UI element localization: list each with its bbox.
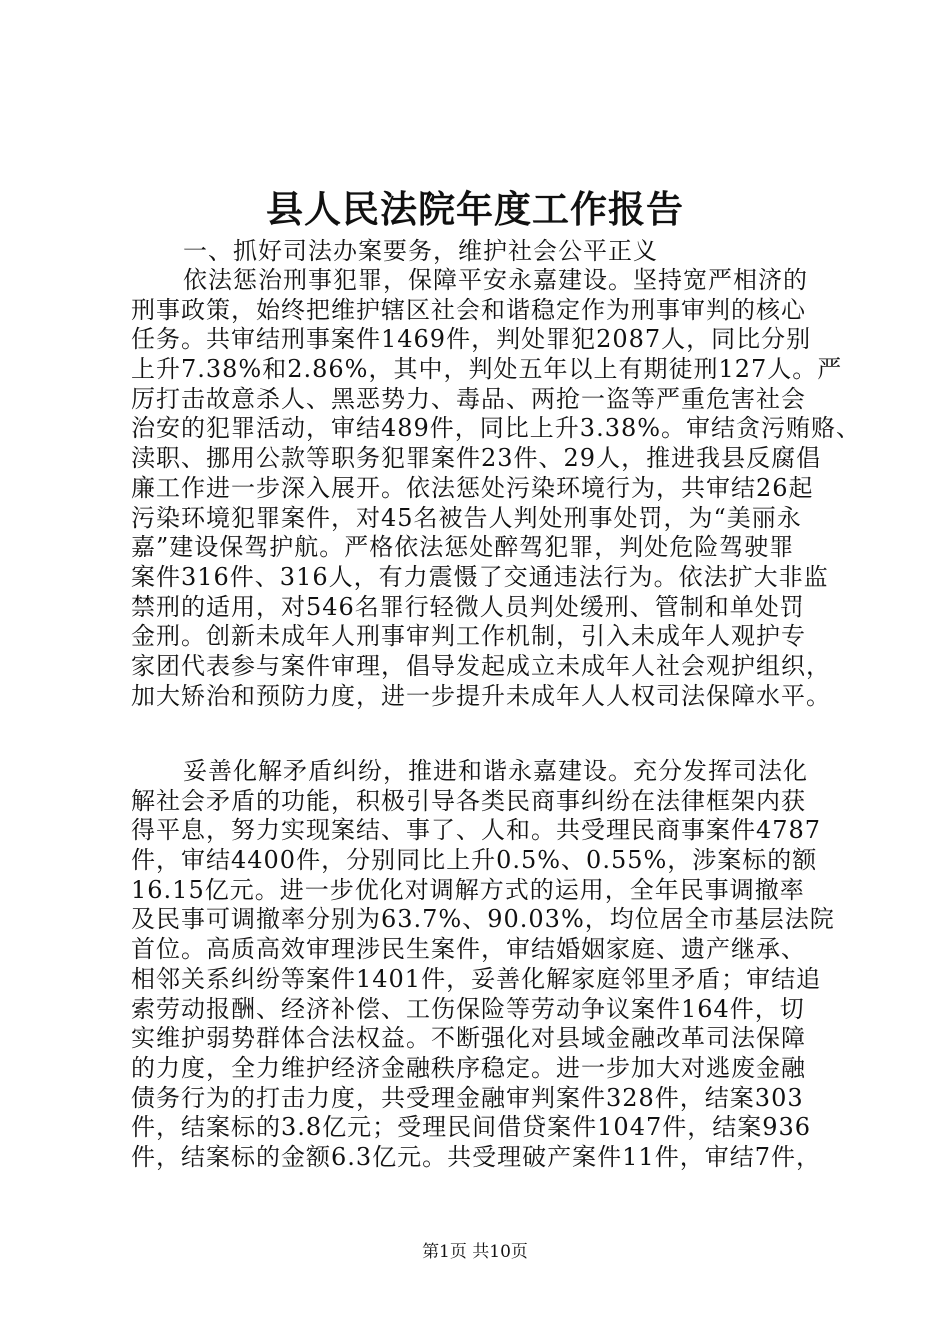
paragraph-line: 得平息，努力实现案结、事了、人和。共受理民商事案件4787 bbox=[131, 816, 822, 845]
paragraph-line: 污染环境犯罪案件，对45名被告人判处刑事处罚，为“美丽永 bbox=[131, 503, 802, 532]
paragraph-line: 件，审结4400件，分别同比上升0.5%、0.55%，涉案标的额 bbox=[131, 846, 818, 875]
paragraph-line: 刑事政策，始终把维护辖区社会和谐稳定作为刑事审判的核心 bbox=[131, 295, 806, 324]
paragraph-civil-commercial bbox=[131, 757, 835, 1173]
paragraph-line: 家团代表参与案件审理，倡导发起成立未成年人社会观护组织， bbox=[131, 651, 831, 680]
paragraph-line: 上升7.38%和2.86%，其中，判处五年以上有期徒刑127人。严 bbox=[131, 355, 843, 384]
section-heading: 一、抓好司法办案要务，维护社会公平正义 bbox=[183, 237, 658, 265]
paragraph-criminal-trials bbox=[131, 266, 862, 711]
paragraph-line: 债务行为的打击力度，共受理金融审判案件328件，结案303 bbox=[131, 1083, 804, 1112]
paragraph-line: 渎职、挪用公款等职务犯罪案件23件、29人，推进我县反腐倡 bbox=[131, 444, 822, 473]
paragraph-line: 及民事可调撤率分别为63.7%、90.03%，均位居全市基层法院 bbox=[131, 905, 835, 934]
page-footer: 第1页 共10页 bbox=[422, 1242, 528, 1262]
paragraph-line: 解社会矛盾的功能，积极引导各类民商事纠纷在法律框架内获 bbox=[131, 786, 806, 815]
paragraph-line: 首位。高质高效审理涉民生案件，审结婚姻家庭、遗产继承、 bbox=[131, 935, 806, 964]
paragraph-line: 治安的犯罪活动，审结489件，同比上升3.38%。审结贪污贿赂、 bbox=[131, 414, 862, 443]
paragraph-line: 实维护弱势群体合法权益。不断强化对县域金融改革司法保障 bbox=[131, 1024, 806, 1053]
paragraph-line: 禁刑的适用，对546名罪行轻微人员判处缓刑、管制和单处罚 bbox=[131, 592, 805, 621]
paragraph-line: 加大矫治和预防力度，进一步提升未成年人人权司法保障水平。 bbox=[131, 681, 831, 710]
paragraph-line: 相邻关系纠纷等案件1401件，妥善化解家庭邻里矛盾；审结追 bbox=[131, 964, 822, 993]
paragraph-line: 件，结案标的金额6.3亿元。共受理破产案件11件，审结7件， bbox=[131, 1142, 821, 1171]
paragraph-line: 廉工作进一步深入展开。依法惩处污染环境行为，共审结26起 bbox=[131, 473, 814, 502]
paragraph-line: 件，结案标的3.8亿元；受理民间借贷案件1047件，结案936 bbox=[131, 1113, 812, 1142]
paragraph-line: 妥善化解矛盾纠纷，推进和谐永嘉建设。充分发挥司法化 bbox=[183, 757, 808, 785]
paragraph-line: 的力度，全力维护经济金融秩序稳定。进一步加大对逃废金融 bbox=[131, 1053, 806, 1082]
paragraph-line: 任务。共审结刑事案件1469件，判处罪犯2087人，同比分别 bbox=[131, 325, 812, 354]
paragraph-line: 嘉”建设保驾护航。严格依法惩处醉驾犯罪，判处危险驾驶罪 bbox=[131, 533, 795, 562]
paragraph-line: 依法惩治刑事犯罪，保障平安永嘉建设。坚持宽严相济的 bbox=[183, 266, 808, 294]
document-title: 县人民法院年度工作报告 bbox=[266, 187, 684, 231]
paragraph-line: 案件316件、316人，有力震慑了交通违法行为。依法扩大非监 bbox=[131, 562, 829, 591]
paragraph-line: 16.15亿元。进一步优化对调解方式的运用，全年民事调撤率 bbox=[131, 875, 805, 904]
paragraph-line: 索劳动报酬、经济补偿、工伤保险等劳动争议案件164件，切 bbox=[131, 994, 805, 1023]
paragraph-line: 厉打击故意杀人、黑恶势力、毒品、两抢一盗等严重危害社会 bbox=[131, 384, 806, 413]
paragraph-line: 金刑。创新未成年人刑事审判工作机制，引入未成年人观护专 bbox=[131, 622, 806, 651]
